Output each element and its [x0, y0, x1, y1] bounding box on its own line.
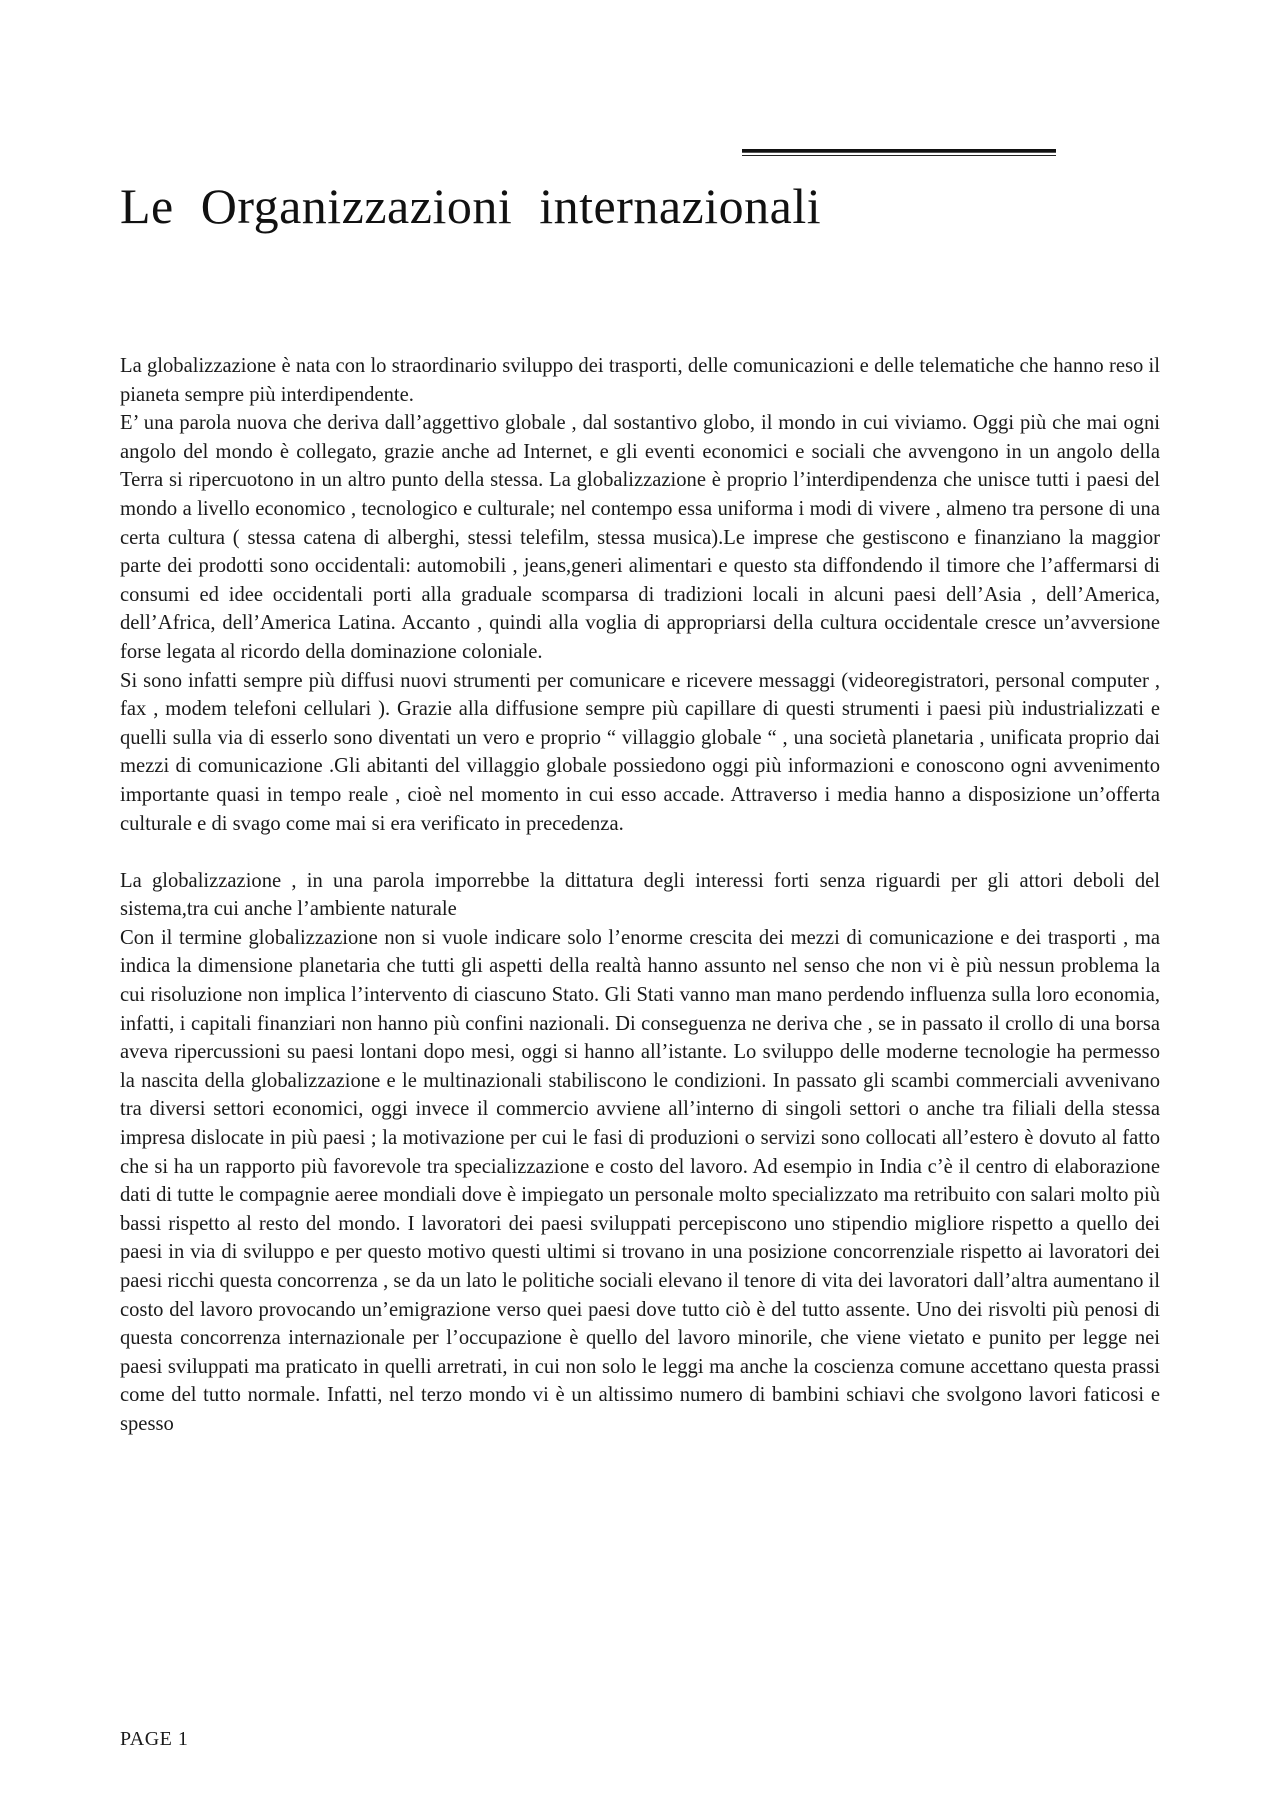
- paragraph: La globalizzazione è nata con lo straordinario sviluppo dei trasporti, delle comunicazioni e delle telematiche che hanno reso il pianeta sempre più interdipendente.: [120, 355, 1160, 406]
- page-number: PAGE 1: [120, 1728, 189, 1750]
- paragraph: E’ una parola nuova che deriva dall’aggettivo globale , dal sostantivo globo, il mondo in cui viviamo. Oggi più che mai ogni angolo del mondo è collegato, grazie anche ad Internet, e gli eventi economici e sociali che avvengono in un angolo della Terra si ripercuotono in un altro punto della stessa. La globalizzazione è proprio l’interdipendenza che unisce tutti i paesi del mondo a livello economico , tecnologico e culturale; nel contempo essa uniforma i modi di vivere , almeno tra persone di una certa cultura ( stessa catena di alberghi, stessi telefilm, stessa musica).Le imprese che gestiscono e finanziano la maggior parte dei prodotti sono occidentali: automobili , jeans,generi alimentari e questo sta diffondendo il timore che l’affermarsi di consumi ed idee occidentali porti alla graduale scomparsa di tradizioni locali in alcuni paesi dell’Asia , dell’America, dell’Africa, dell’America Latina. Accanto , quindi alla voglia di appropriarsi della cultura occidentale cresce un’avversione forse legata al ricordo della dominazione coloniale.: [120, 412, 1160, 663]
- page-title: Le Organizzazioni internazionali: [120, 178, 822, 234]
- paragraph: Si sono infatti sempre più diffusi nuovi strumenti per comunicare e ricevere messaggi (videoregistratori, personal computer , fax , modem telefoni cellulari ). Grazie alla diffusione sempre più capillare di questi strumenti i paesi più industrializzati e quelli sulla via di esserlo sono diventati un vero e proprio “ villaggio globale “ , una società planetaria , unificata proprio dai mezzi di comunicazione .Gli abitanti del villaggio globale possiedono oggi più informazioni e conoscono ogni avvenimento importante quasi in tempo reale , cioè nel momento in cui esso accade. Attraverso i media hanno a disposizione un’offerta culturale e di svago come mai si era verificato in precedenza.: [120, 669, 1160, 835]
- body-text: [120, 352, 1160, 1439]
- header-rule: [742, 149, 1056, 153]
- paragraph: La globalizzazione , in una parola imporrebbe la dittatura degli interessi forti senza riguardi per gli attori deboli del sistema,tra cui anche l’ambiente naturale: [120, 869, 1160, 921]
- paragraph: Con il termine globalizzazione non si vuole indicare solo l’enorme crescita dei mezzi di comunicazione e dei trasporti , ma indica la dimensione planetaria che tutti gli aspetti della realtà hanno assunto nel senso che non vi è più nessun problema la cui risoluzione non implica l’intervento di ciascuno Stato. Gli Stati vanno man mano perdendo influenza sulla loro economia, infatti, i capitali finanziari non hanno più confini nazionali. Di conseguenza ne deriva che , se in passato il crollo di una borsa aveva ripercussioni su paesi lontani dopo mesi, oggi si hanno all’istante. Lo sviluppo delle moderne tecnologie ha permesso la nascita della globalizzazione e le multinazionali stabiliscono le condizioni. In passato gli scambi commerciali avvenivano tra diversi settori economici, oggi invece il commercio avviene all’interno di singoli settori o anche tra filiali della stessa impresa dislocate in più paesi ; la motivazione per cui le fasi di produzioni o servizi sono collocati all’estero è dovuto al fatto che si ha un rapporto più favorevole tra specializzazione e costo del lavoro. Ad esempio in India c’è il centro di elaborazione dati di tutte le compagnie aeree mondiali dove è impiegato un personale molto specializzato ma retribuito con salari molto più bassi rispetto al resto del mondo. I lavoratori dei paesi sviluppati percepiscono uno stipendio migliore rispetto a quello dei paesi in via di sviluppo e per questo motivo questi ultimi si trovano in una posizione concorrenziale rispetto ai lavoratori dei paesi ricchi questa concorrenza , se da un lato le politiche sociali elevano il tenore di vita dei lavoratori dall’altra aumentano il costo del lavoro provocando un’emigrazione verso quei paesi dove tutto ciò è del tutto assente. Uno dei risvolti più penosi di questa concorrenza internazionale per l’occupazione è quello del lavoro minorile, che viene vietato e punito per legge nei paesi sviluppati ma praticato in quelli arretrati, in cui non solo le leggi ma anche la coscienza comune accettano questa prassi come del tutto normale. Infatti, nel terzo mondo vi è un altissimo numero di bambini schiavi che svolgono lavori faticosi e spesso: [120, 926, 1160, 1435]
